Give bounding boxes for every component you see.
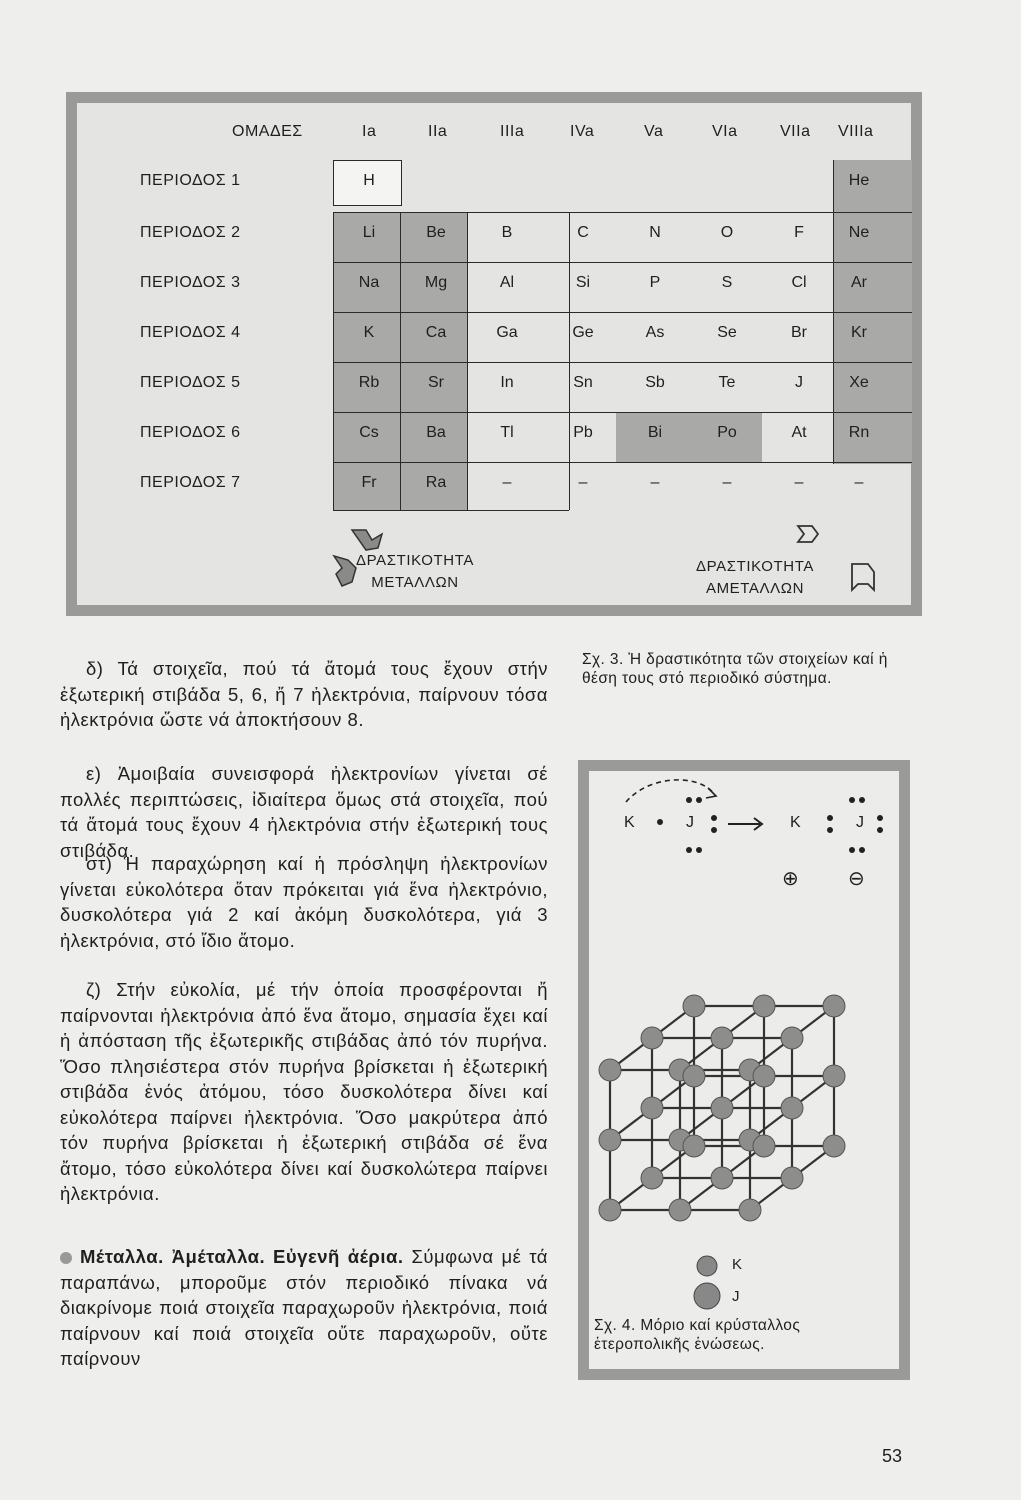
element-cell: Sn bbox=[573, 374, 593, 391]
ion-sphere bbox=[683, 995, 705, 1017]
positive-charge-icon: ⊕ bbox=[782, 868, 799, 890]
element-cell: Ga bbox=[496, 324, 518, 341]
group-header: Va bbox=[644, 123, 664, 140]
element-cell: K bbox=[363, 324, 375, 341]
nonmetal-reactivity-arrow-icon bbox=[790, 520, 882, 600]
period-label: ΠΕΡΙΟΔΟΣ 1 bbox=[140, 172, 241, 189]
element-cell: – bbox=[650, 474, 660, 491]
group-header: IIIa bbox=[500, 123, 525, 140]
group-header: IVa bbox=[570, 123, 595, 140]
element-cell: S bbox=[721, 274, 733, 291]
element-cell: Tl bbox=[500, 424, 514, 441]
paragraph-z: ζ) Στήν εὐκολία, μέ τήν ὁποία προσφέρονται ἤ παίρνονται ἠλεκτρόνια ἀπό ἕνα ἄτομο, σημασία ἔχει καί ἡ ἀπόσταση τῆς ἐξωτερικῆς στιβάδας ἀπό τόν πυρήνα. Ὅσο πλησιέστερα στόν πυρήνα βρίσκεται ἡ ἐξωτερική στιβάδα ἑνός ἀτόμου, τόσο δυσκολότερα δίνει καί εὐκολότερα παίρνει ἠλεκτρόνια. Ὅσο μακρύτερα ἀπό τόν πυρήνα βρίσκεται ἡ ἐξωτερική στιβάδα σέ ἕνα ἄτομο, τόσο εὐκολότερα δίνει καί δυσκολώτερα παίρνει ἠλεκτρόνια. bbox=[60, 979, 548, 1204]
crystal-lattice-diagram bbox=[590, 900, 898, 1270]
metal-reactivity-arrow-icon bbox=[330, 526, 390, 588]
paragraph-e: ε) Ἀμοιβαία συνεισφορά ἠλεκτρονίων γίνεται σέ πολλές περιπτώσεις, ἰδιαίτερα ὅμως στά στοιχεῖα, πού τά ἄτομά τους ἔχουν 4 ἠλεκτρόνια στήν ἐξωτερική τους στιβάδα. bbox=[60, 763, 548, 861]
element-cell: H bbox=[363, 172, 375, 189]
ion-sphere bbox=[739, 1199, 761, 1221]
element-cell: Fr bbox=[361, 474, 377, 491]
element-cell: Br bbox=[791, 324, 807, 341]
element-cell: Po bbox=[717, 424, 737, 441]
paragraph-metals: Μέταλλα. Ἀμέταλλα. Εὐγενῆ ἀέρια. Σύμφωνα μέ τά παραπάνω, μποροῦμε στόν περιοδικό πίνακα νά διακρίνομε ποιά στοιχεῖα παραχωροῦν ἠλεκτρόνια, ποιά παίρνουν καί ποιά στοιχεῖα οὔτε παραχωροῦν, οὔτε παίρνουν bbox=[60, 1246, 549, 1369]
element-cell: – bbox=[722, 474, 732, 491]
ion-sphere bbox=[781, 1027, 803, 1049]
group-header: VIIIa bbox=[838, 123, 874, 140]
element-cell: Ra bbox=[425, 474, 447, 491]
element-cell: He bbox=[848, 172, 870, 189]
element-cell: Se bbox=[717, 324, 737, 341]
element-cell: Ba bbox=[426, 424, 446, 441]
ion-sphere bbox=[823, 1065, 845, 1087]
ion-sphere bbox=[711, 1027, 733, 1049]
element-cell: Si bbox=[575, 274, 591, 291]
bullet-icon bbox=[60, 1252, 72, 1264]
group-header: IIa bbox=[428, 123, 448, 140]
legend-potassium-ion bbox=[692, 1252, 722, 1312]
element-cell: Bi bbox=[647, 424, 663, 441]
element-cell: P bbox=[649, 274, 661, 291]
potassium-ion-label: K bbox=[790, 814, 801, 831]
ion-sphere bbox=[641, 1027, 663, 1049]
figure4-caption: Σχ. 4. Μόριο καί κρύσταλλος ἑτεροπολικῆς ἑνώσεως. bbox=[594, 1317, 801, 1353]
period-label: ΠΕΡΙΟΔΟΣ 2 bbox=[140, 224, 241, 241]
element-cell: Na bbox=[358, 274, 380, 291]
period-label: ΠΕΡΙΟΔΟΣ 4 bbox=[140, 324, 241, 341]
period-label: ΠΕΡΙΟΔΟΣ 6 bbox=[140, 424, 241, 441]
section-heading: Μέταλλα. Ἀμέταλλα. Εὐγενῆ ἀέρια. bbox=[80, 1246, 404, 1267]
element-cell: In bbox=[500, 374, 514, 391]
period-label: ΠΕΡΙΟΔΟΣ 7 bbox=[140, 474, 241, 491]
element-cell: Ne bbox=[848, 224, 870, 241]
element-cell: Kr bbox=[851, 324, 867, 341]
period-label: ΠΕΡΙΟΔΟΣ 3 bbox=[140, 274, 241, 291]
element-cell: Ca bbox=[425, 324, 447, 341]
ion-sphere bbox=[599, 1129, 621, 1151]
ion-sphere bbox=[683, 1135, 705, 1157]
group-header: VIIa bbox=[780, 123, 811, 140]
element-cell: – bbox=[578, 474, 588, 491]
iodide-ion-label: J bbox=[856, 814, 864, 831]
ion-sphere bbox=[711, 1167, 733, 1189]
legend-j-label: J bbox=[732, 1288, 740, 1305]
figure3-caption: Σχ. 3. Ἡ δραστικότητα τῶν στοιχείων καί ἡ θέση τους στό περιοδικό σύστημα. bbox=[582, 651, 888, 687]
element-cell: Te bbox=[718, 374, 736, 391]
ion-sphere bbox=[781, 1097, 803, 1119]
paragraph-st: στ) Ἡ παραχώρηση καί ἡ πρόσληψη ἠλεκτρονίων γίνεται εὐκολότερα ὅταν πρόκειται γιά ἕνα ἠλεκτρόνιο, δυσκολότερα γιά 2 καί ἀκόμη δυσκολότερα, γιά 3 ἠλεκτρόνια, στό ἴδιο ἄτομο. bbox=[60, 853, 548, 951]
element-cell: – bbox=[502, 474, 512, 491]
ion-sphere bbox=[599, 1199, 621, 1221]
metal-reactivity-label: ΔΡΑΣΤΙΚΟΤΗΤΑ ΜΕΤΑΛΛΩΝ bbox=[356, 552, 474, 591]
element-cell: At bbox=[791, 424, 807, 441]
nonmetal-reactivity-label: ΔΡΑΣΤΙΚΟΤΗΤΑ ΑΜΕΤΑΛΛΩΝ bbox=[696, 558, 814, 597]
element-cell: – bbox=[794, 474, 804, 491]
element-cell: Rb bbox=[358, 374, 380, 391]
element-cell: J bbox=[795, 374, 803, 391]
ion-sphere bbox=[753, 1135, 775, 1157]
element-cell: Rn bbox=[848, 424, 870, 441]
ion-sphere bbox=[781, 1167, 803, 1189]
ion-sphere bbox=[683, 1065, 705, 1087]
element-cell: F bbox=[794, 224, 804, 241]
element-cell: N bbox=[649, 224, 661, 241]
ion-sphere bbox=[641, 1097, 663, 1119]
element-cell: Pb bbox=[573, 424, 593, 441]
groups-label: ΟΜΑΔΕΣ bbox=[232, 123, 303, 140]
period-label: ΠΕΡΙΟΔΟΣ 5 bbox=[140, 374, 241, 391]
group-header: Ia bbox=[362, 123, 377, 140]
element-cell: Sb bbox=[645, 374, 665, 391]
element-cell: Al bbox=[499, 274, 515, 291]
element-cell: O bbox=[720, 224, 734, 241]
group-header: VIa bbox=[712, 123, 738, 140]
ion-sphere bbox=[823, 1135, 845, 1157]
ion-sphere bbox=[641, 1167, 663, 1189]
element-cell: Li bbox=[362, 224, 376, 241]
ion-sphere bbox=[823, 995, 845, 1017]
element-cell: – bbox=[854, 474, 864, 491]
iodine-label: J bbox=[686, 814, 694, 831]
negative-charge-icon: ⊖ bbox=[848, 868, 865, 890]
legend-k-label: K bbox=[732, 1256, 743, 1273]
element-cell: Cs bbox=[359, 424, 379, 441]
element-cell: Ge bbox=[572, 324, 594, 341]
ion-sphere bbox=[669, 1199, 691, 1221]
element-cell: Cl bbox=[791, 274, 807, 291]
paragraph-d: δ) Τά στοιχεῖα, πού τά ἄτομά τους ἔχουν στήν ἐξωτερική στιβάδα 5, 6, ἤ 7 ἠλεκτρόνια, παίρνουν τόσα ἠλεκτρόνια ὥστε νά ἀποκτήσουν 8. bbox=[60, 658, 548, 730]
element-cell: Ar bbox=[851, 274, 867, 291]
element-cell: Be bbox=[426, 224, 446, 241]
element-cell: Sr bbox=[428, 374, 444, 391]
ion-sphere bbox=[711, 1097, 733, 1119]
page-number: 53 bbox=[882, 1446, 903, 1466]
element-cell: B bbox=[501, 224, 513, 241]
element-cell: Xe bbox=[849, 374, 869, 391]
ion-sphere bbox=[599, 1059, 621, 1081]
element-cell: Mg bbox=[424, 274, 448, 291]
ion-sphere bbox=[753, 1065, 775, 1087]
potassium-label: K bbox=[624, 814, 635, 831]
ion-sphere bbox=[753, 995, 775, 1017]
element-cell: As bbox=[645, 324, 665, 341]
element-cell: C bbox=[577, 224, 589, 241]
